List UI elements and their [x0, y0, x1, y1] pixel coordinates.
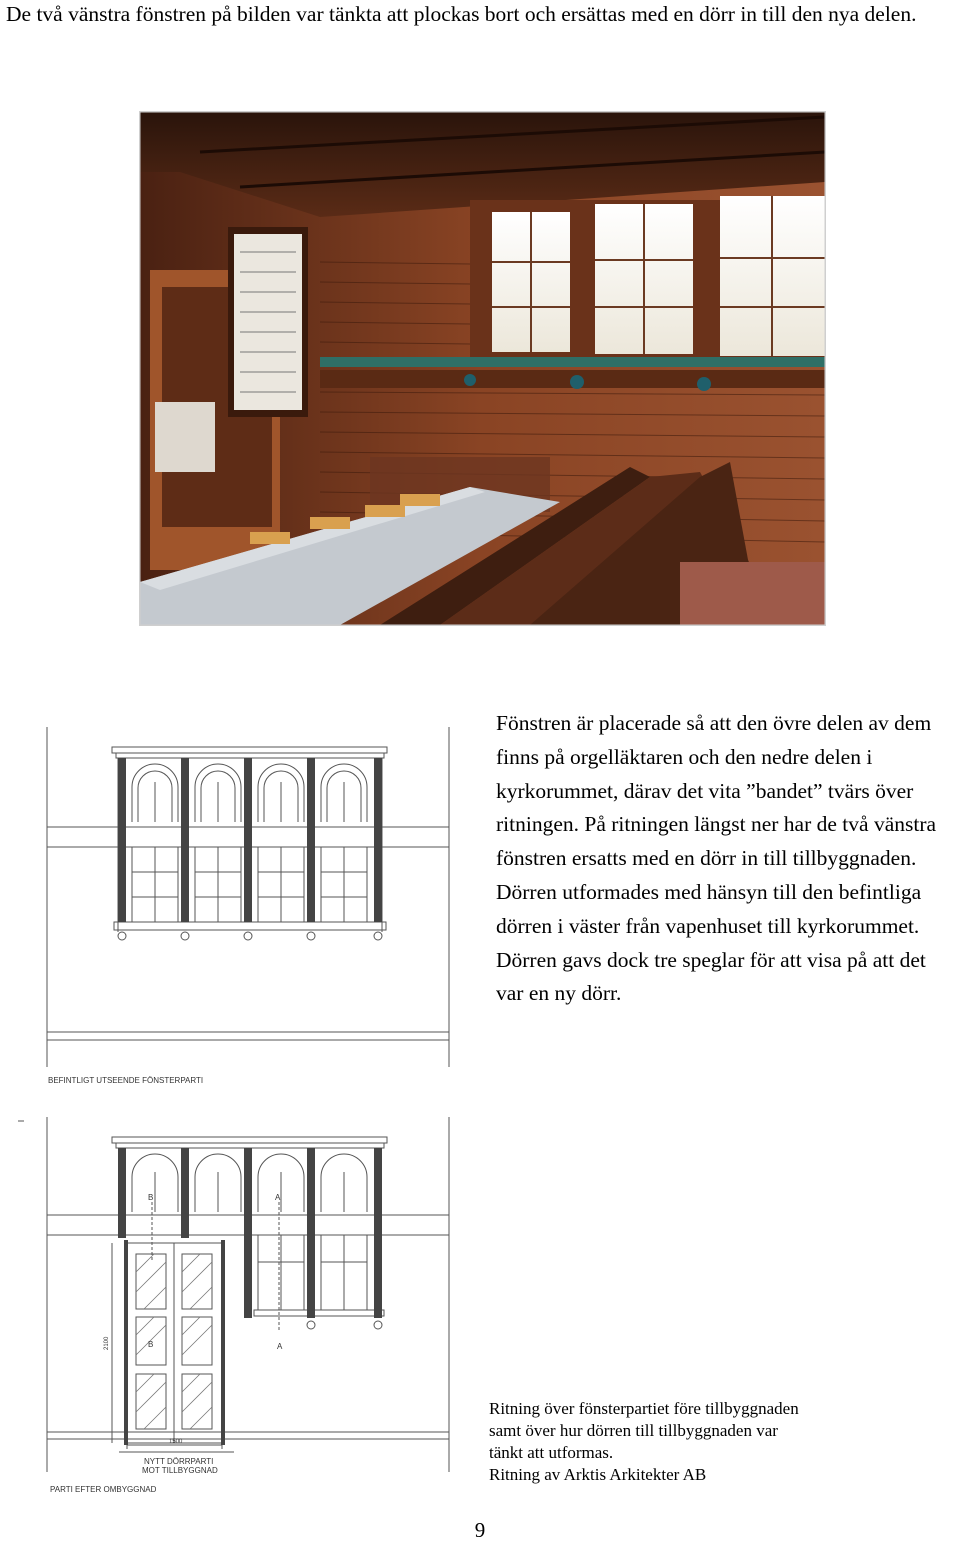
new-door-label-line1: NYTT DÖRRPARTI — [144, 1457, 214, 1466]
section-mark-b-top: B — [148, 1193, 154, 1202]
page-number: 9 — [474, 1518, 486, 1542]
caption-line: Ritning över fönsterpartiet före tillbyggnaden — [489, 1399, 799, 1418]
intro-text: De två vänstra fönstren på bilden var tänkta att plockas bort och ersättas med en dörr in till den nya delen. — [6, 2, 917, 26]
new-door-elevation-drawing — [14, 1112, 454, 1497]
church-interior-photo — [139, 111, 826, 626]
new-door-label-line2: MOT TILLBYGGNAD — [142, 1466, 218, 1475]
section-mark-b-bottom: B — [148, 1340, 154, 1349]
new-drawing-label: PARTI EFTER OMBYGGNAD — [50, 1485, 157, 1494]
caption-line: samt över hur dörren till tillbyggnaden var — [489, 1421, 778, 1440]
drawing-caption — [489, 1398, 929, 1486]
body-paragraph: Fönstren är placerade så att den övre delen av dem finns på orgelläktaren och den nedre delen i kyrkorummet, därav det vita ”bandet” tvärs över ritningen. På ritningen längst ner har de två vänstra fönstren ersatts med en dörr in till tillbyggnaden. Dörren utformades med hänsyn till den befintliga dörren i väster från vapenhuset till kyrkorummet. Dörren gavs dock tre speglar för att visa på att det var en ny dörr. — [496, 711, 937, 1006]
section-mark-a-bottom: A — [277, 1342, 283, 1351]
door-width-dimension: 1500 — [169, 1439, 183, 1445]
caption-credit: Ritning av Arktis Arkitekter AB — [489, 1465, 707, 1484]
door-height-dimension: 2100 — [104, 1336, 110, 1350]
existing-drawing-label: BEFINTLIGT UTSEENDE FÖNSTERPARTI — [48, 1076, 204, 1085]
caption-line: tänkt att utformas. — [489, 1443, 614, 1462]
section-mark-a-top: A — [275, 1193, 281, 1202]
existing-window-elevation-drawing — [42, 722, 454, 1087]
